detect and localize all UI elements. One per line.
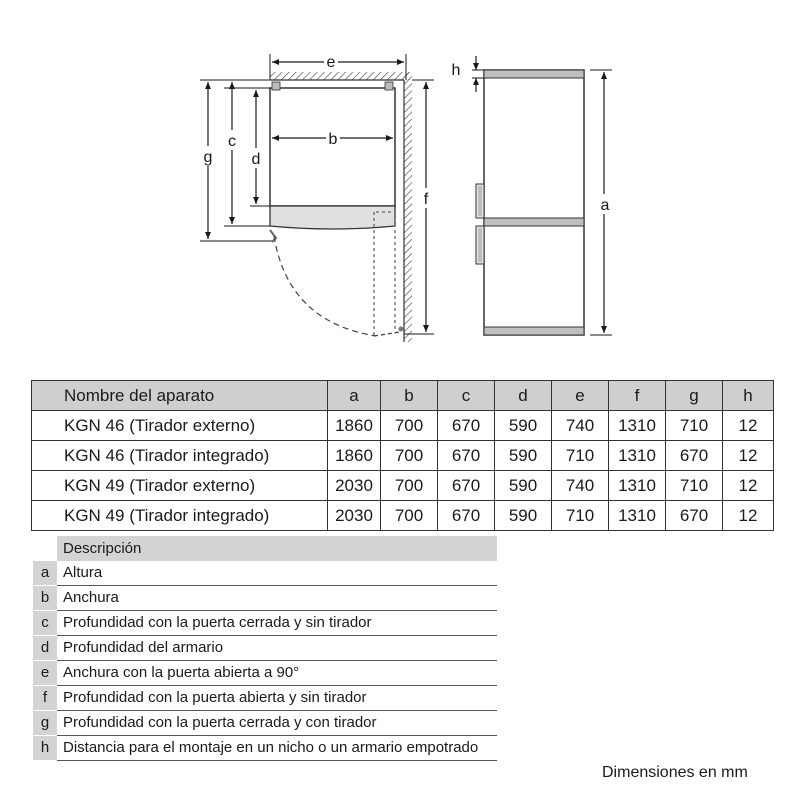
table-cell: 700: [381, 411, 438, 441]
legend-text: Anchura con la puerta abierta a 90°: [57, 661, 497, 686]
table-cell: KGN 49 (Tirador externo): [32, 471, 328, 501]
table-cell: 590: [495, 501, 552, 531]
legend-row: [33, 661, 497, 686]
table-cell: 1310: [609, 501, 666, 531]
header-cell: d: [495, 381, 552, 411]
header-cell: e: [552, 381, 609, 411]
table-row: [32, 501, 774, 531]
legend-text: Distancia para el montaje en un nicho o un armario empotrado: [57, 736, 497, 761]
legend-text: Profundidad del armario: [57, 636, 497, 661]
table-cell: 700: [381, 471, 438, 501]
wall-side-hatch: [404, 72, 412, 342]
header-cell: a: [328, 381, 381, 411]
legend-header-label: Descripción: [57, 536, 497, 561]
table-cell: 2030: [328, 471, 381, 501]
header-cell: h: [723, 381, 774, 411]
table-cell: 12: [723, 501, 774, 531]
table-cell: 670: [438, 411, 495, 441]
table-cell: 710: [666, 471, 723, 501]
door-swing-arc: [274, 236, 376, 336]
label-b: b: [328, 131, 338, 148]
table-cell: 590: [495, 471, 552, 501]
label-g: g: [203, 149, 213, 166]
legend-letter: h: [33, 736, 57, 761]
table-cell: 740: [552, 411, 609, 441]
legend-row: [33, 586, 497, 611]
top-view: [199, 52, 434, 342]
header-cell: b: [381, 381, 438, 411]
label-d: d: [251, 151, 261, 168]
table-cell: 1860: [328, 411, 381, 441]
units-footnote: Dimensiones en mm: [602, 764, 748, 781]
side-view: [452, 56, 612, 335]
appliance-side: [484, 70, 584, 335]
table-cell: KGN 46 (Tirador integrado): [32, 441, 328, 471]
door-closed: [270, 206, 395, 229]
header-cell: g: [666, 381, 723, 411]
table-cell: 740: [552, 471, 609, 501]
legend-letter: a: [33, 561, 57, 586]
dimensions-table: [31, 380, 774, 531]
label-f: f: [423, 191, 429, 208]
table-cell: 670: [438, 441, 495, 471]
legend-row: [33, 736, 497, 761]
table-cell: 700: [381, 501, 438, 531]
legend-text: Profundidad con la puerta cerrada y sin tirador: [57, 611, 497, 636]
table-cell: 12: [723, 441, 774, 471]
table-cell: 670: [666, 501, 723, 531]
header-cell: c: [438, 381, 495, 411]
legend-table: [33, 536, 497, 761]
legend-row: [33, 711, 497, 736]
table-cell: 1310: [609, 411, 666, 441]
table-cell: 710: [666, 411, 723, 441]
wall-top-hatch: [270, 72, 410, 80]
legend-row: [33, 561, 497, 586]
legend-letter: f: [33, 686, 57, 711]
legend-text: Profundidad con la puerta abierta y sin tirador: [57, 686, 497, 711]
table-cell: 1310: [609, 441, 666, 471]
legend-text: Profundidad con la puerta cerrada y con tirador: [57, 711, 497, 736]
table-cell: 670: [438, 501, 495, 531]
legend-row: [33, 686, 497, 711]
legend-text: Altura: [57, 561, 497, 586]
header-cell: f: [609, 381, 666, 411]
label-a: a: [600, 197, 610, 214]
table-cell: KGN 46 (Tirador externo): [32, 411, 328, 441]
table-cell: 2030: [328, 501, 381, 531]
table-cell: 670: [666, 441, 723, 471]
legend-letter: g: [33, 711, 57, 736]
table-cell: 1860: [328, 441, 381, 471]
table-header-row: [32, 381, 774, 411]
legend-letter: d: [33, 636, 57, 661]
legend-header: [33, 536, 497, 561]
table-cell: KGN 49 (Tirador integrado): [32, 501, 328, 531]
legend-letter: e: [33, 661, 57, 686]
legend-row: [33, 611, 497, 636]
table-cell: 1310: [609, 471, 666, 501]
legend-letter: c: [33, 611, 57, 636]
table-cell: 710: [552, 501, 609, 531]
label-h: h: [451, 62, 461, 79]
table-cell: 700: [381, 441, 438, 471]
table-cell: 590: [495, 411, 552, 441]
table-row: [32, 441, 774, 471]
header-cell: Nombre del aparato: [32, 381, 328, 411]
table-row: [32, 471, 774, 501]
table-cell: 590: [495, 441, 552, 471]
table-cell: 12: [723, 411, 774, 441]
label-c: c: [228, 133, 236, 150]
legend-row: [33, 636, 497, 661]
legend-letter: b: [33, 586, 57, 611]
table-cell: 710: [552, 441, 609, 471]
table-cell: 670: [438, 471, 495, 501]
table-cell: 12: [723, 471, 774, 501]
dimension-diagram: [0, 0, 800, 370]
label-e: e: [326, 54, 336, 71]
table-row: [32, 411, 774, 441]
legend-text: Anchura: [57, 586, 497, 611]
